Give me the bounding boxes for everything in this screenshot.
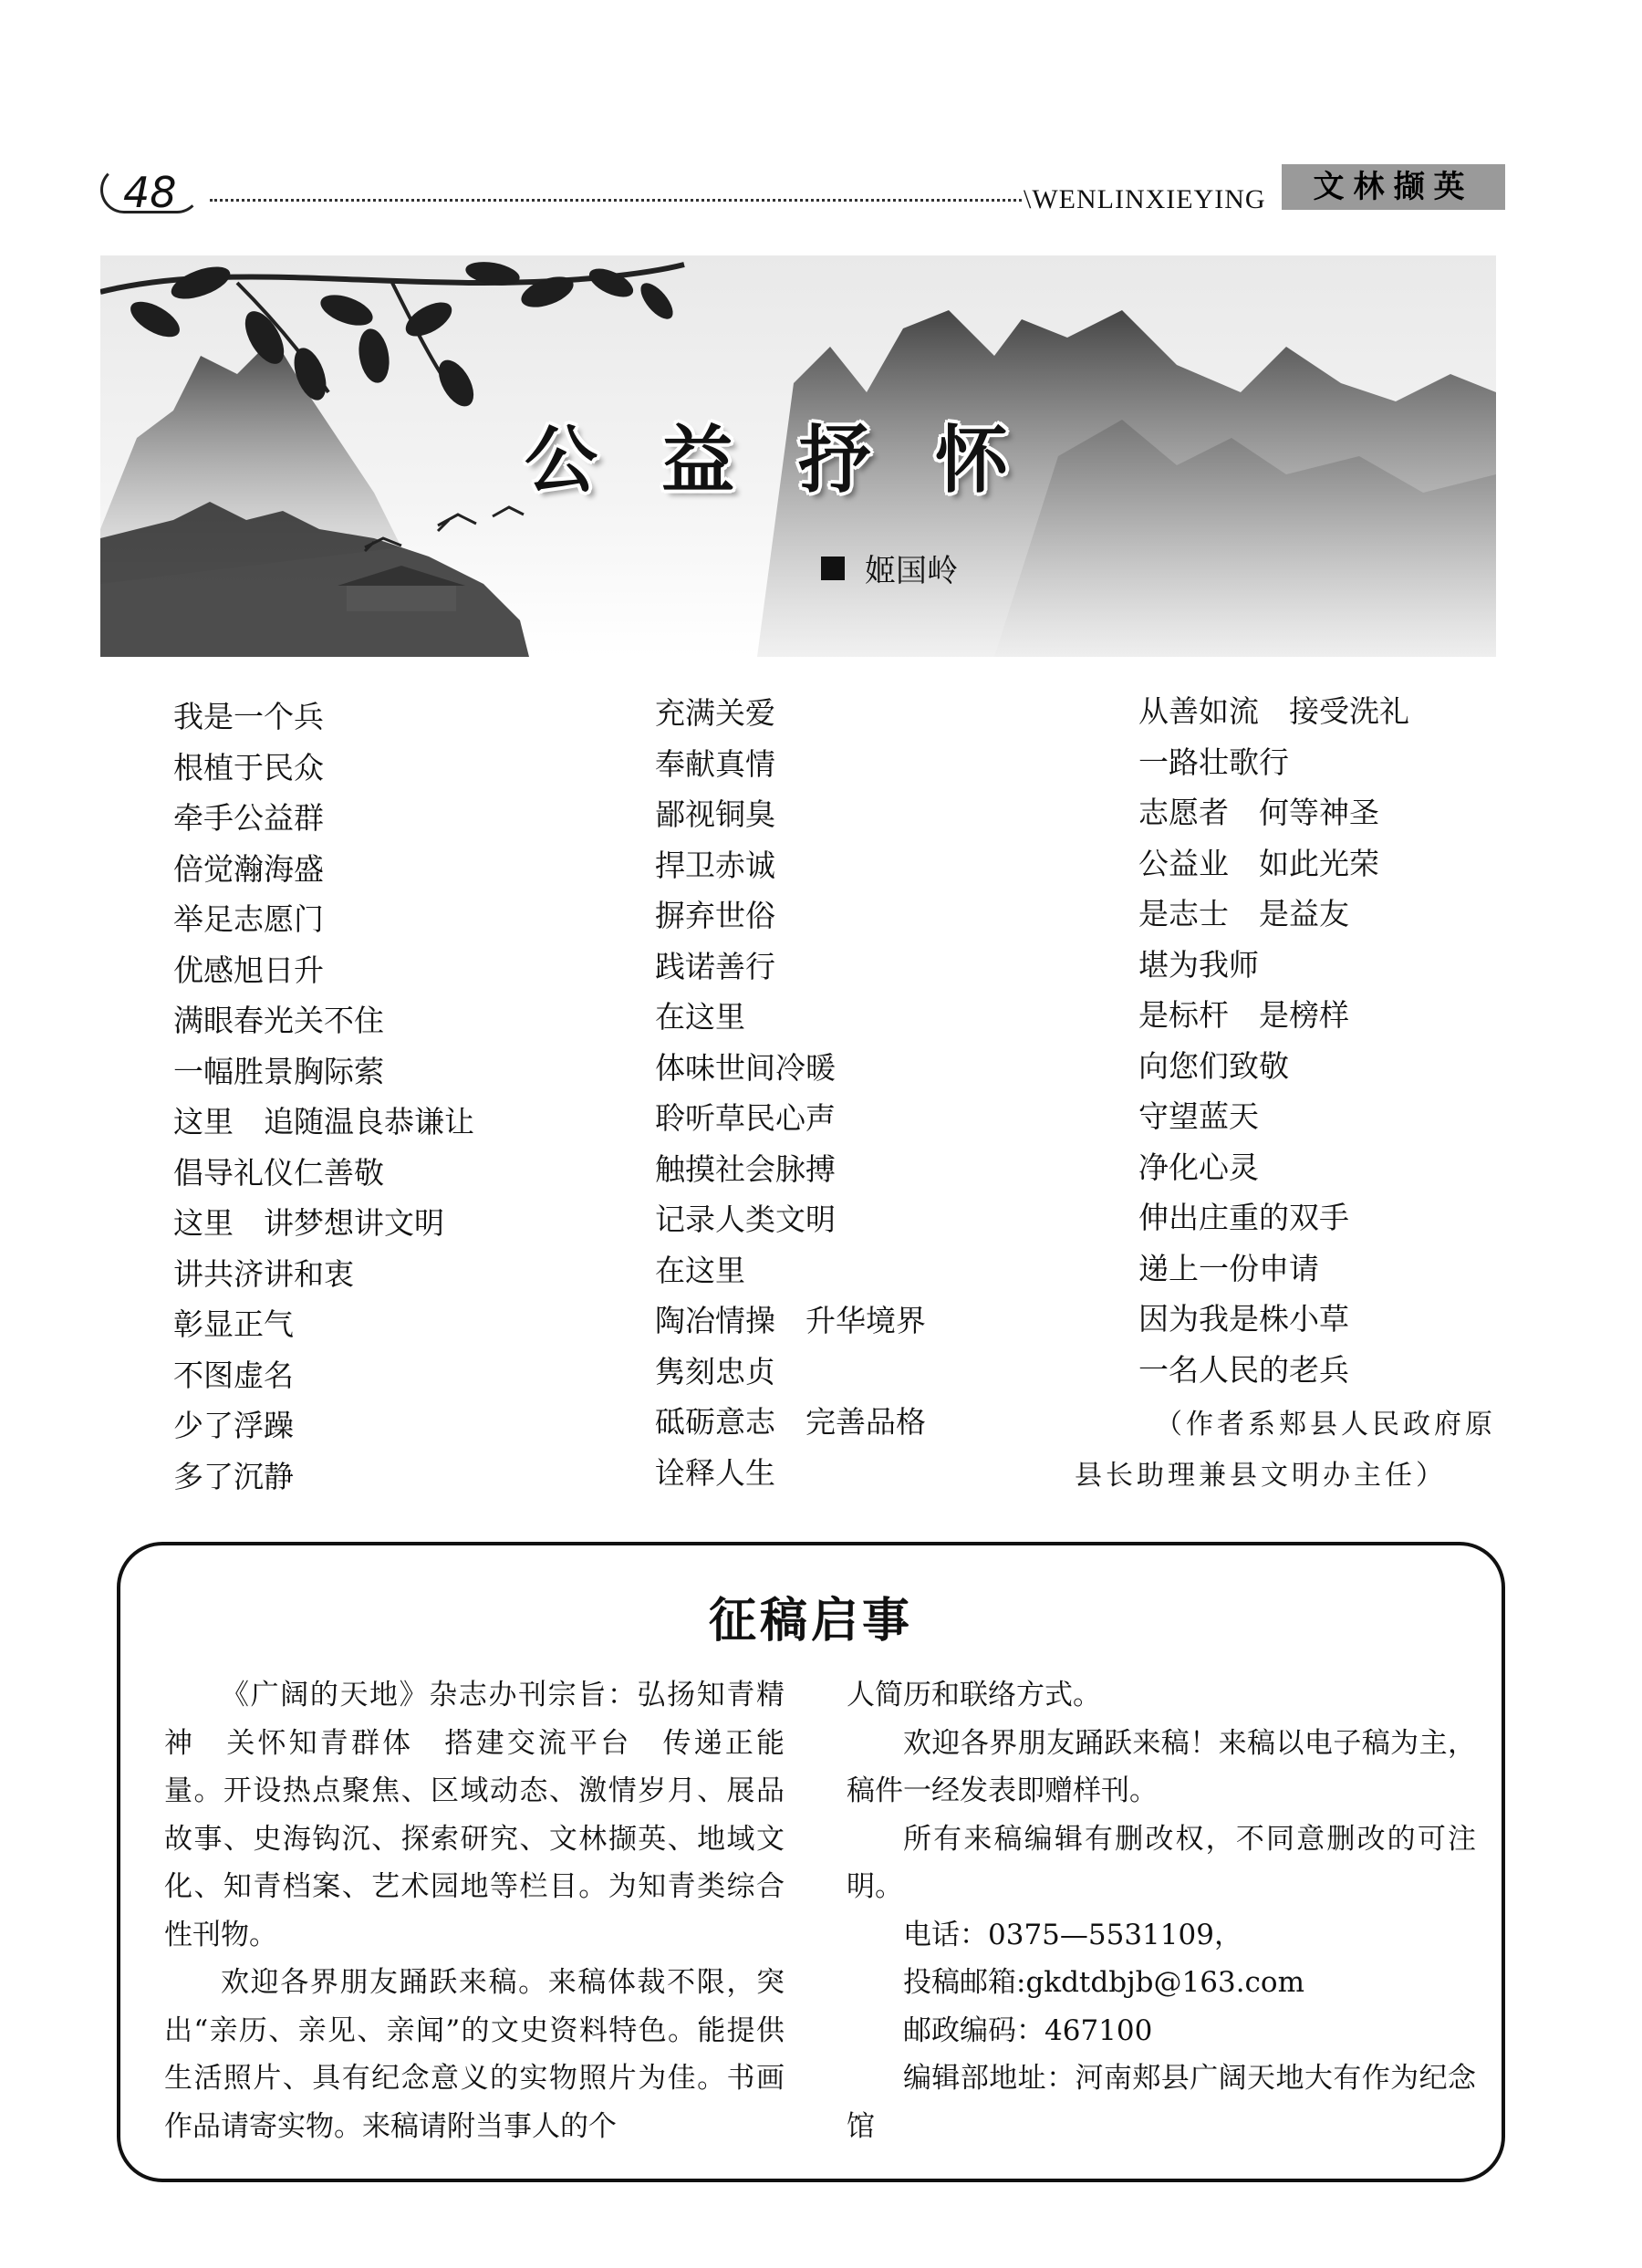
poem-line: 记录人类文明 xyxy=(655,1202,836,1237)
poem-line: 不图虚名 xyxy=(173,1357,294,1393)
poem-line: 倡导礼仪仁善敬 xyxy=(173,1154,384,1191)
poem-line: 鄙视铜臭 xyxy=(655,796,775,832)
title-banner xyxy=(100,255,1496,657)
poem-line: 砥砺意志 完善品格 xyxy=(655,1404,926,1440)
notice-paragraph: 《广阔的天地》杂志办刊宗旨：弘扬知青精神 关怀知青群体 搭建交流平台 传递正能量。开设热点聚焦、区域动态、激情岁月、展品故事、史海钩沉、探索研究、文林撷英、地域文化、知青档案、艺术园地等栏目。为知青类综合性刊物。 xyxy=(164,1679,785,1951)
poem-line: 多了沉静 xyxy=(173,1458,294,1494)
poem-line: 公益业 如此光荣 xyxy=(1138,845,1379,881)
notice-paragraph: 所有来稿编辑有删改权，不同意删改的可注明。 xyxy=(847,1822,1476,1903)
poem-line: 一路壮歌行 xyxy=(1138,744,1289,780)
contact-email: 投稿邮箱:gkdtdbjb@163.com xyxy=(903,1966,1304,1999)
poem-line: 体味世间冷暖 xyxy=(655,1049,836,1086)
poem-line: 守望蓝天 xyxy=(1138,1098,1259,1134)
call-for-papers-box xyxy=(117,1542,1505,2182)
poem-line: 倍觉瀚海盛 xyxy=(173,850,324,887)
poem-line: 讲共济讲和衷 xyxy=(173,1255,354,1292)
poem-line: 一名人民的老兵 xyxy=(1138,1351,1349,1388)
poem-column-3 xyxy=(1138,686,1409,1395)
notice-left-column xyxy=(164,1671,785,2150)
poem-line: 因为我是株小草 xyxy=(1138,1301,1349,1337)
notice-paragraph: 人简历和联络方式。 xyxy=(847,1679,1101,1711)
poem-line: 摒弃世俗 xyxy=(655,898,775,933)
poem-line: 牵手公益群 xyxy=(173,800,324,836)
poem-line: 是标杆 是榜样 xyxy=(1138,997,1349,1033)
poem-line: 优感旭日升 xyxy=(173,952,324,988)
poem-line: 彰显正气 xyxy=(173,1306,294,1342)
dot-leader xyxy=(210,199,1022,202)
poem-line: 一幅胜景胸际萦 xyxy=(173,1053,384,1089)
poem-line: 是志士 是益友 xyxy=(1138,896,1349,931)
page-number: 48 xyxy=(100,166,201,213)
article-title: 公益抒怀 xyxy=(525,418,1072,503)
author-name: 姬国岭 xyxy=(865,553,958,589)
poem-line: 少了浮躁 xyxy=(173,1408,294,1443)
poem-column-1 xyxy=(173,692,474,1502)
poem-line: 聆听草民心声 xyxy=(655,1100,836,1136)
author-byline xyxy=(821,546,958,590)
author-note-line: （作者系郏县人民政府原 xyxy=(1155,1409,1496,1441)
poem-line: 奉献真情 xyxy=(655,745,775,782)
author-note xyxy=(1075,1399,1496,1502)
poem-line: 从善如流 接受洗礼 xyxy=(1138,693,1409,729)
poem-line: 净化心灵 xyxy=(1138,1149,1259,1185)
poem-column-2 xyxy=(655,688,926,1498)
poem-line: 陶冶情操 升华境界 xyxy=(655,1303,926,1338)
poem-line: 触摸社会脉搏 xyxy=(655,1150,836,1187)
section-name-en-text: WENLINXIEYING xyxy=(1032,184,1266,214)
contact-address: 编辑部地址：河南郏县广阔天地大有作为纪念馆 xyxy=(847,2062,1476,2143)
poem-line: 在这里 xyxy=(655,999,745,1035)
contact-postcode: 邮政编码：467100 xyxy=(903,2013,1153,2047)
section-name-cn: 文林撷英 xyxy=(1282,164,1505,210)
poem-line: 递上一份申请 xyxy=(1138,1250,1319,1286)
poem-line: 这里 追随温良恭谦让 xyxy=(173,1104,474,1139)
notice-right-column xyxy=(847,1671,1476,2150)
page-header xyxy=(100,164,1505,228)
contact-phone: 电话：0375—5531109， xyxy=(903,1918,1242,1951)
poem-line: 这里 讲梦想讲文明 xyxy=(173,1205,444,1241)
poem-line: 诠释人生 xyxy=(655,1454,775,1491)
poem-line: 在这里 xyxy=(655,1252,745,1288)
poem-line: 堪为我师 xyxy=(1138,946,1259,983)
poem-line: 根植于民众 xyxy=(173,749,324,785)
poem-line: 我是一个兵 xyxy=(173,699,324,734)
notice-paragraph: 欢迎各界朋友踊跃来稿！来稿以电子稿为主，稿件一经发表即赠样刊。 xyxy=(847,1726,1476,1807)
byline-square-icon xyxy=(821,557,845,580)
poem-line: 志愿者 何等神圣 xyxy=(1138,795,1379,830)
poem-line: 伸出庄重的双手 xyxy=(1138,1200,1349,1235)
poem-line: 向您们致敬 xyxy=(1138,1047,1289,1084)
poem-line: 践诺善行 xyxy=(655,948,775,984)
poem-line: 捍卫赤诚 xyxy=(655,847,775,883)
section-name-en: \WENLINXIEYING xyxy=(1024,184,1266,214)
notice-title: 征稿启事 xyxy=(708,1594,913,1649)
poem-line: 充满关爱 xyxy=(655,695,775,731)
notice-paragraph: 欢迎各界朋友踊跃来稿。来稿体裁不限，突出“亲历、亲见、亲闻”的文史资料特色。能提供生活照片、具有纪念意义的实物照片为佳。书画作品请寄实物。来稿请附当事人的个 xyxy=(164,1966,785,2143)
poem-line: 满眼春光关不住 xyxy=(173,1003,384,1038)
poem-line: 隽刻忠贞 xyxy=(655,1353,775,1389)
author-note-line: 县长助理兼县文明办主任） xyxy=(1075,1460,1447,1492)
poem-line: 举足志愿门 xyxy=(173,901,324,937)
